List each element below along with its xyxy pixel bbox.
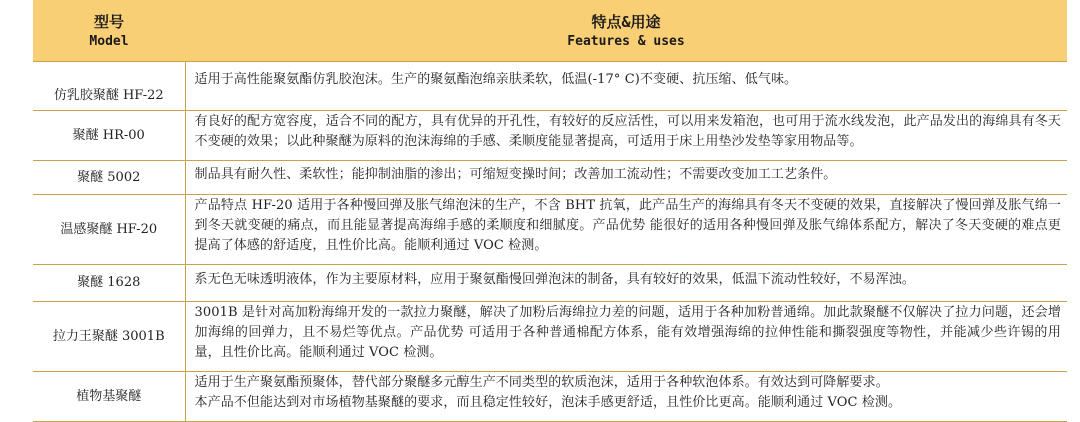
model-cell: 聚醚 HR-00 (33, 111, 185, 161)
model-column-header (33, 0, 185, 61)
features-line: 适用于生产聚氨酯预聚体，替代部分聚醚多元醇生产不同类型的软质泡沫，适用于各种软泡体系。有效达到可降解要求。 (194, 375, 889, 390)
table-row (33, 195, 1067, 265)
product-table-container (33, 0, 1067, 422)
product-table (33, 0, 1067, 422)
model-header-zh: 型号 (93, 12, 124, 31)
features-cell: 适用于高性能聚氨酯仿乳胶泡沫。生产的聚氨酯泡绵亲肤柔软，低温(-17° C)不变硬、抗压缩、低气味。 (185, 61, 1067, 111)
model-header-en: Model (89, 33, 129, 49)
features-line: 本产品不但能达到对市场植物基聚醚的要求，而且稳定性较好，泡沫手感更舒适，且性价比更高。能顺利通过 VOC 检测。 (194, 395, 902, 410)
model-cell: 聚醚 5002 (33, 161, 185, 195)
features-cell: 系无色无味透明液体，作为主要原材料，应用于聚氨酯慢回弹泡沫的制备，具有较好的效果，低温下流动性较好，不易浑浊。 (185, 265, 1067, 302)
header-divider (33, 61, 1067, 62)
model-cell: 聚醚 1628 (33, 265, 185, 302)
table-row (33, 61, 1067, 111)
table-header-row (33, 0, 1067, 61)
table-row (33, 372, 1067, 422)
model-cell: 温感聚醚 HF-20 (33, 195, 185, 265)
table-row (33, 161, 1067, 195)
model-cell: 拉力王聚醚 3001B (33, 302, 185, 372)
table-row (33, 265, 1067, 302)
features-column-header (185, 0, 1067, 61)
features-cell: 3001B 是针对高加粉海绵开发的一款拉力聚醚，解决了加粉后海绵拉力差的问题，适用于各种加粉普通绵。加此款聚醚不仅解决了拉力问题，还会增加海绵的回弹力，且不易烂等优点。产品优势 可适用于各种普通棉配方体系，能有效增强海绵的拉伸性能和撕裂强度等物性，并能减少些许锡的用量，且性价比高。能顺利通过 VOC 检测。 (185, 302, 1067, 372)
model-cell: 仿乳胶聚醚 HF-22 (33, 61, 185, 111)
features-cell: 有良好的配方宽容度，适合不同的配方，具有优异的开孔性，有较好的反应活性，可以用来发箱泡，也可用于流水线发泡，此产品发出的海绵具有冬天不变硬的效果；以此种聚醚为原料的泡沫海绵的手感、柔顺度能显著提高，可适用于床上用垫沙发垫等家用物品等。 (185, 111, 1067, 161)
features-cell: 制品具有耐久性、柔软性；能抑制油脂的渗出；可缩短变操时间；改善加工流动性；不需要改变加工工艺条件。 (185, 161, 1067, 195)
features-header-zh: 特点&用途 (591, 12, 661, 31)
table-row (33, 302, 1067, 372)
features-header-en: Features & uses (567, 33, 685, 49)
features-cell: 产品特点 HF-20 适用于各种慢回弹及胀气绵泡沫的生产，不含 BHT 抗氧，此产品生产的海绵具有冬天不变硬的效果，直接解决了慢回弹及胀气绵一到冬天就变硬的痛点，而且能显著提高海绵手感的柔顺度和细腻度。产品优势 能很好的适用各种慢回弹及胀气绵体系配方，解决了冬天变硬的难点更提高了体感的舒适度，且性价比高。能顺利通过 VOC 检测。 (185, 195, 1067, 265)
features-cell (185, 372, 1067, 422)
table-row (33, 111, 1067, 161)
model-cell: 植物基聚醚 (33, 372, 185, 422)
